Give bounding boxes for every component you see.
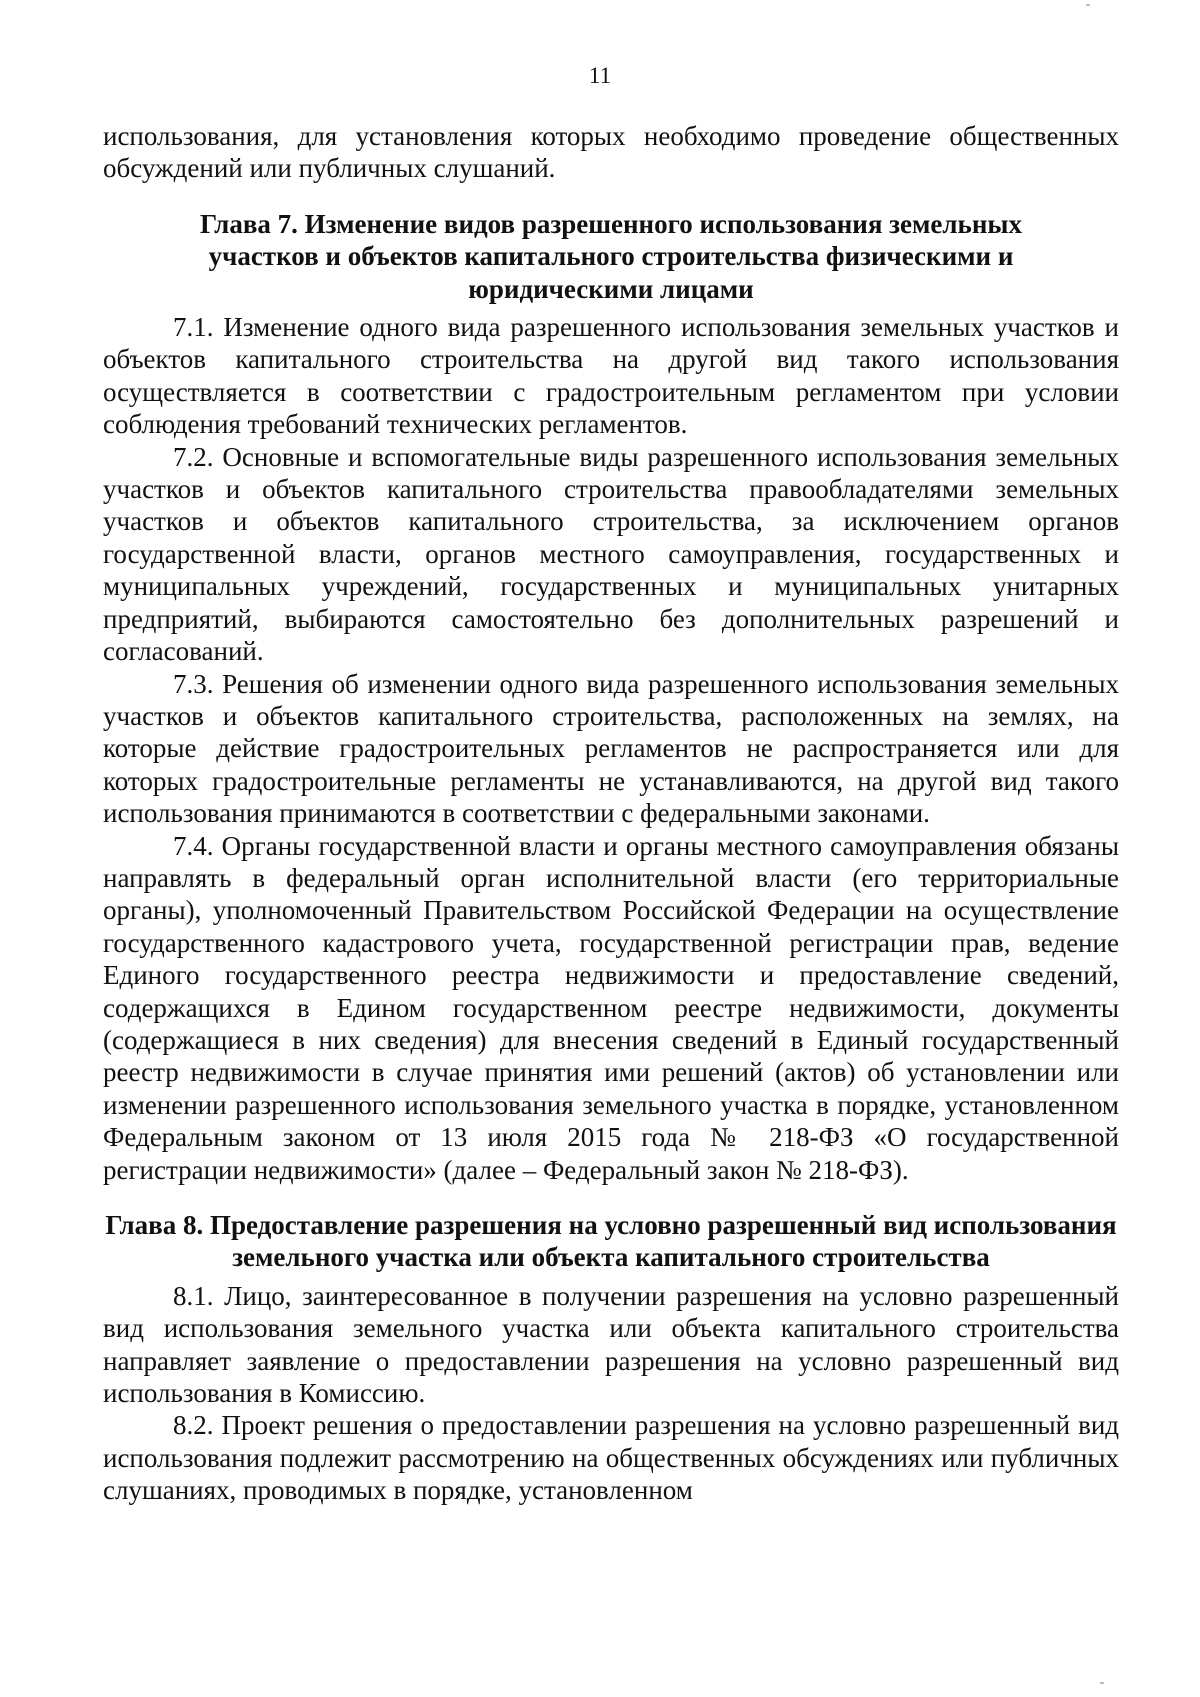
- chapter-8-heading: Глава 8. Предоставление разрешения на условно разрешенный вид использования земельного участка или объекта капитального строительства: [105, 1210, 1117, 1273]
- clause-number: 7.3.: [173, 668, 214, 699]
- chapter-7-heading: Глава 7. Изменение видов разрешенного использования земельных участков и объектов капитального строительства физическими и юридическими лицами: [200, 208, 1022, 304]
- continuation-paragraph: использования, для установления которых необходимо проведение общественных обсуждений или публичных слушаний.: [103, 121, 1119, 184]
- clause-number: 7.4.: [173, 830, 214, 861]
- clause-text: Изменение одного вида разрешенного использования земельных участков и объектов капитального строительства на другой вид такого использования осуществляется в соответствии с градостроительным регламентом при условии соблюдения требований технических регламентов.: [103, 312, 1119, 440]
- clause-8-2: [103, 1409, 1119, 1506]
- clause-text: Органы государственной власти и органы местного самоуправления обязаны направлять в федеральный орган исполнительной власти (его территориальные органы), уполномоченный Правительством Российской Федерации на осуществление государственного кадастрового учета, государственной регистрации прав, ведение Единого государственного реестра недвижимости и предоставление сведений, содержащихся в Едином государственном реестре недвижимости, документы (содержащиеся в них сведения) для внесения сведений в Единый государственный реестр недвижимости в случае принятия ими решений (актов) об установлении или изменении разрешенного использования земельного участка в порядке, установленном Федеральным законом от 13 июля 2015 года № 218-ФЗ «О государственной регистрации недвижимости» (далее – Федеральный закон № 218-ФЗ).: [103, 830, 1120, 1185]
- clause-number: 7.1.: [173, 312, 214, 343]
- clause-7-3: [103, 668, 1119, 830]
- clause-text: Основные и вспомогательные виды разрешенного использования земельных участков и объектов капитального строительства правообладателями земельных участков и объектов капитального строительства, за исключением органов государственной власти, органов местного самоуправления, государственных и муниципальных учреждений, государственных и муниципальных унитарных предприятий, выбираются самостоятельно без дополнительных разрешений и согласований.: [103, 441, 1119, 667]
- scan-artifact: [1086, 4, 1090, 6]
- clause-number: 8.2.: [173, 1410, 214, 1441]
- page-number: 11: [588, 63, 612, 88]
- clause-8-1: [103, 1280, 1119, 1410]
- clause-text: Проект решения о предоставлении разрешения на условно разрешенный вид использования подлежит рассмотрению на общественных обсуждениях или публичных слушаниях, проводимых в порядке, установленном: [103, 1410, 1120, 1506]
- clause-number: 7.2.: [173, 441, 214, 472]
- document-body: [103, 120, 1119, 1507]
- clause-7-2: [103, 441, 1119, 668]
- clause-text: Лицо, заинтересованное в получении разрешения на условно разрешенный вид использования земельного участка или объекта капитального строительства направляет заявление о предоставлении разрешения на условно разрешенный вид использования в Комиссию.: [103, 1280, 1119, 1409]
- clause-number: 8.1.: [173, 1280, 214, 1311]
- clause-7-1: [103, 311, 1119, 441]
- scan-artifact: [1100, 1682, 1104, 1684]
- clause-text: Решения об изменении одного вида разрешенного использования земельных участков и объектов капитального строительства, расположенных на землях, на которые действие градостроительных регламентов не распространяется или для которых градостроительные регламенты не устанавливаются, на другой вид такого использования принимаются в соответствии с федеральными законами.: [103, 668, 1120, 829]
- clause-7-4: [103, 830, 1119, 1186]
